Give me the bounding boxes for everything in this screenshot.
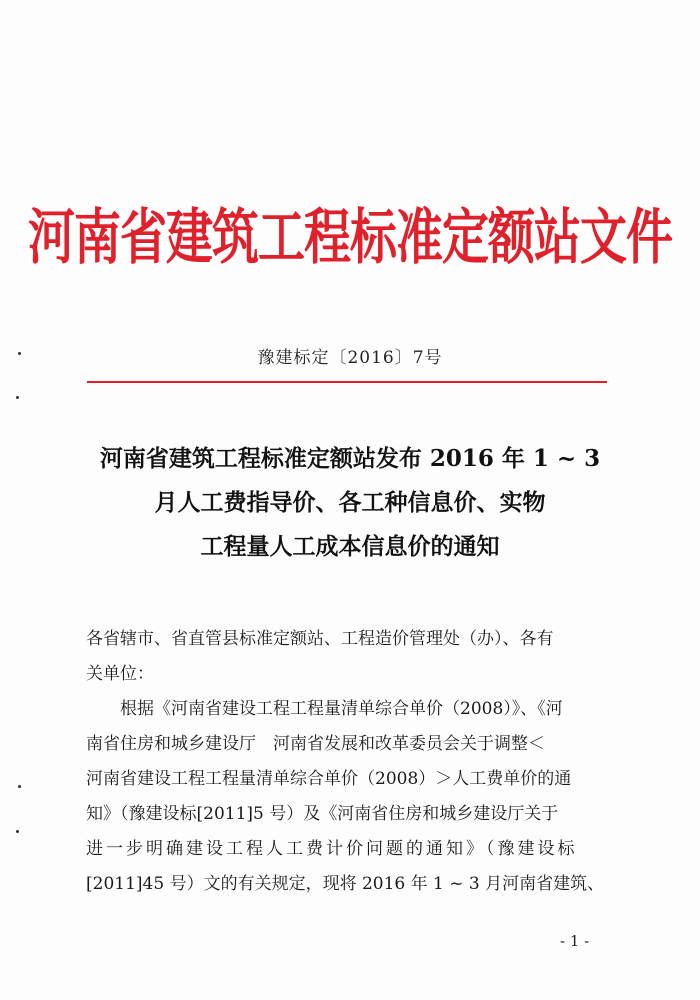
addressee-line: 各省辖市、省直管县标准定额站、工程造价管理处（办）、各有 bbox=[86, 629, 554, 649]
body-paragraph-line: 知》（豫建设标[2011]5 号）及《河南省住房和城乡建设厅关于 bbox=[86, 804, 559, 824]
notice-title bbox=[60, 437, 640, 569]
body-paragraph-line: 南省住房和城乡建设厅 河南省发展和改革委员会关于调整＜ bbox=[86, 734, 545, 754]
page-number: - 1 - bbox=[560, 932, 590, 950]
body-paragraph-line: 根据《河南省建设工程工程量清单综合单价（2008）》、《河 bbox=[120, 699, 563, 719]
title-line: 工程量人工成本信息价的通知 bbox=[200, 533, 500, 560]
agency-masthead: 河南省建筑工程标准定额站文件 bbox=[28, 202, 672, 274]
title-line: 河南省建筑工程标准定额站发布 2016 年 1 ~ 3 bbox=[99, 445, 601, 472]
body-paragraph-line: 进一步明确建设工程人工费计价问题的通知》（豫建设标 bbox=[86, 839, 578, 859]
red-divider-line bbox=[87, 381, 607, 383]
body-paragraph-line: [2011]45 号）文的有关规定，现将 2016 年 1 ~ 3 月河南省建筑、 bbox=[86, 874, 605, 894]
scan-mark bbox=[16, 830, 19, 833]
addressee-line: 关单位： bbox=[86, 664, 154, 684]
notice-body bbox=[86, 622, 626, 902]
scan-mark bbox=[18, 785, 21, 788]
scan-mark bbox=[16, 396, 19, 399]
document-number: 豫建标定〔2016〕7号 bbox=[257, 348, 443, 368]
title-line: 月人工费指导价、各工种信息价、实物 bbox=[154, 489, 546, 516]
body-paragraph-line: 河南省建设工程工程量清单综合单价（2008）＞人工费单价的通 bbox=[86, 769, 572, 789]
